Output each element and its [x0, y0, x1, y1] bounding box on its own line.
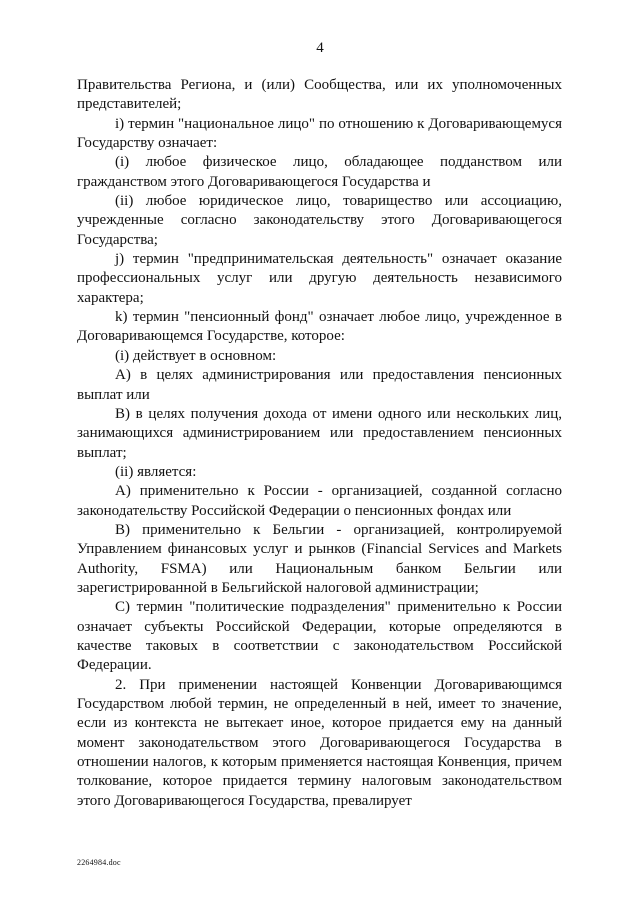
paragraph: (i) действует в основном: [115, 347, 277, 364]
paragraph: B) в целях получения дохода от имени одного или нескольких лиц, занимающихся администрированием или предоставлением пенсионных выплат; [77, 405, 562, 461]
paragraph: Правительства Региона, и (или) Сообщества, или их уполномоченных представителей; [77, 77, 562, 113]
paragraph: A) применительно к России - организацией, созданной согласно законодательству Российской Федерации о пенсионных фондах или [77, 483, 562, 519]
paragraph: B) применительно к Бельгии - организацией, контролируемой Управлением финансовых услуг и рынков (Financial Services and Markets Authority, FSMA) или Национальным банком Бельгии или зарегистрированной в Бельгийской налоговой администрации; [77, 521, 562, 596]
paragraph: j) термин "предпринимательская деятельность" означает оказание профессиональных услуг или другую деятельность независимого характера; [77, 251, 562, 306]
document-body [77, 76, 562, 811]
page-number: 4 [316, 40, 324, 56]
paragraph: k) термин "пенсионный фонд" означает любое лицо, учрежденное в Договаривающемся Государстве, которое: [77, 309, 562, 345]
paragraph: (i) любое физическое лицо, обладающее подданством или гражданством этого Договаривающегося Государства и [77, 154, 562, 190]
paragraph: C) термин "политические подразделения" применительно к России означает субъекты Российской Федерации, которые определяются в качестве таковых в соответствии с законодательством Российской Федерации. [77, 599, 562, 674]
paragraph: i) термин "национальное лицо" по отношению к Договаривающемуся Государству означает: [77, 115, 562, 152]
paragraph: (ii) любое юридическое лицо, товарищество или ассоциацию, учрежденные согласно законодательству этого Договаривающегося Государства; [77, 193, 562, 248]
footer-filename: 2264984.doc [77, 858, 121, 867]
paragraph: (ii) является: [115, 463, 197, 480]
paragraph: 2. При применении настоящей Конвенции Договаривающимся Государством любой термин, не определенный в ней, имеет то значение, если из контекста не вытекает иное, которое придается ему на данный момент законодательством этого Договаривающегося Государства в отношении налогов, к которым применяется настоящая Конвенция, причем толкование, которое придается термину налоговым законодательством этого Договаривающегося Государства, превалирует [77, 676, 562, 809]
paragraph: A) в целях администрирования или предоставления пенсионных выплат или [77, 367, 562, 403]
